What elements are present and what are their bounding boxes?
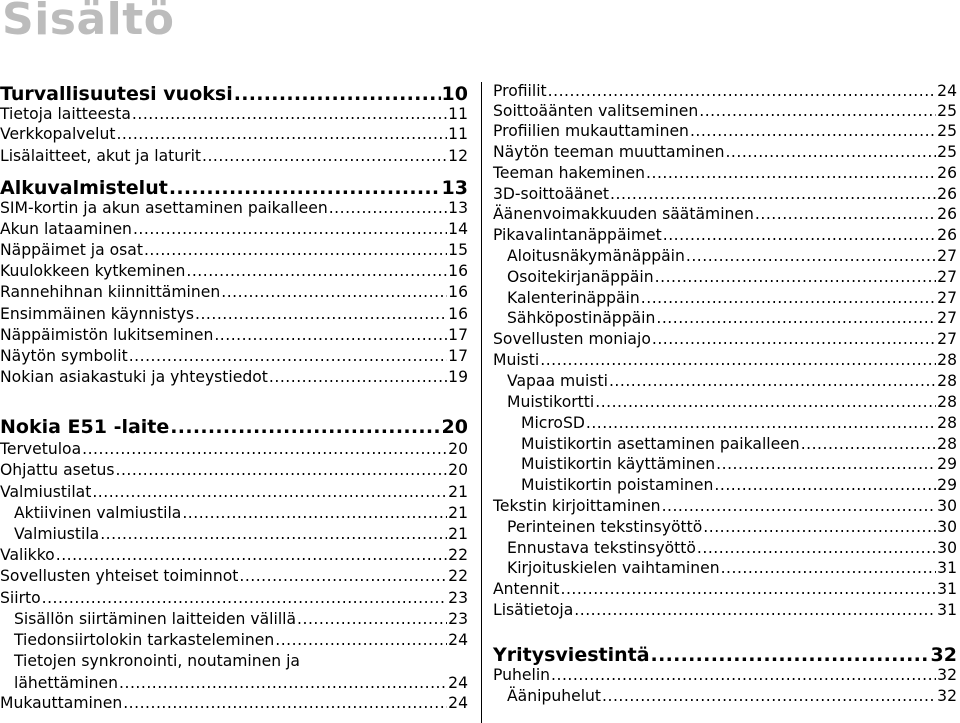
dot-leader (221, 282, 447, 302)
page-title: Sisältö (2, 0, 175, 45)
toc-entry[interactable] (493, 496, 957, 516)
dot-leader (686, 246, 936, 266)
dot-leader (697, 538, 936, 558)
toc-entry-title: Aktiivinen valmiustila (14, 504, 182, 522)
toc-entry[interactable] (14, 609, 468, 629)
toc-entry[interactable] (0, 198, 468, 218)
dot-leader (602, 686, 936, 706)
dot-leader (195, 304, 447, 324)
dot-leader (721, 558, 937, 578)
toc-entry[interactable] (493, 204, 957, 224)
toc-page-number: 22 (448, 546, 468, 564)
toc-page-number: 12 (448, 147, 468, 165)
toc-page-number: 28 (937, 414, 957, 432)
dot-leader (655, 267, 937, 287)
toc-entry-title: Valikko (0, 546, 55, 564)
toc-entry-title: Näppäimistön lukitseminen (0, 326, 214, 344)
toc-page-number: 17 (448, 347, 468, 365)
toc-entry-title: Nokia E51 -laite (0, 416, 170, 438)
toc-entry[interactable] (14, 503, 468, 523)
column-divider (481, 82, 482, 723)
toc-entry[interactable] (14, 630, 468, 650)
toc-entry-title: Muistikortin asettaminen paikalleen (521, 435, 800, 453)
toc-page-number: 31 (937, 559, 957, 577)
toc-entry[interactable] (493, 101, 957, 121)
dot-leader (560, 579, 936, 599)
dot-leader (119, 673, 447, 693)
toc-entry[interactable] (493, 184, 957, 204)
dot-leader (651, 643, 930, 667)
dot-leader (703, 517, 936, 537)
toc-section-heading[interactable] (0, 82, 468, 106)
toc-entry-title: Näytön teeman muuttaminen (493, 143, 725, 161)
toc-page-number: 31 (937, 580, 957, 598)
dot-leader (586, 413, 936, 433)
toc-section-heading[interactable] (0, 415, 468, 439)
toc-entry-title: Teeman hakeminen (493, 164, 646, 182)
toc-entry[interactable] (0, 124, 468, 144)
toc-entry[interactable] (493, 600, 957, 620)
dot-leader (725, 142, 936, 162)
toc-entry-title: Kalenterinäppäin (507, 289, 640, 307)
toc-entry[interactable] (0, 346, 468, 366)
toc-entry[interactable] (0, 566, 468, 586)
dot-leader (186, 261, 447, 281)
dot-leader (269, 367, 447, 387)
toc-entry-title: Lisätietoja (493, 601, 574, 619)
toc-entry[interactable] (0, 460, 468, 480)
toc-entry[interactable] (493, 163, 957, 183)
toc-entry[interactable] (493, 121, 957, 141)
dot-leader (123, 693, 447, 713)
toc-entry-title: Perinteinen tekstinsyöttö (507, 518, 703, 536)
toc-page-number: 25 (937, 122, 957, 140)
toc-entry-title: Sähköpostinäppäin (507, 309, 656, 327)
dot-leader (169, 176, 441, 200)
toc-page-number: 21 (448, 525, 468, 543)
dot-leader (595, 392, 936, 412)
dot-leader (714, 475, 936, 495)
toc-entry-title: Näppäimet ja osat (0, 241, 143, 259)
toc-entry-title: Ensimmäinen käynnistys (0, 305, 195, 323)
dot-leader (540, 350, 936, 370)
toc-entry-title: Rannehihnan kiinnittäminen (0, 283, 221, 301)
dot-leader (609, 371, 936, 391)
toc-entry-title: Vapaa muisti (507, 372, 608, 390)
toc-entry-title: Kirjoituskielen vaihtaminen (507, 559, 720, 577)
toc-page-number: 32 (930, 644, 957, 666)
toc-entry[interactable] (507, 686, 957, 706)
toc-entry[interactable] (493, 665, 957, 685)
toc-page-number: 20 (448, 461, 468, 479)
toc-page-number: 16 (448, 305, 468, 323)
toc-section-heading[interactable] (0, 176, 468, 200)
toc-entry-title: Alkuvalmistelut (0, 177, 168, 199)
toc-entry-title: Osoitekirjanäppäin (507, 268, 654, 286)
toc-entry-title: Pikavalintanäppäimet (493, 226, 662, 244)
toc-entry-title: Lisälaitteet, akut ja laturit (0, 147, 202, 165)
dot-leader (690, 121, 936, 141)
dot-leader (116, 124, 447, 144)
toc-page-number: 22 (448, 567, 468, 585)
dot-leader (42, 588, 448, 608)
toc-page-number: 16 (448, 262, 468, 280)
dot-leader (239, 566, 447, 586)
toc-entry[interactable] (493, 350, 957, 370)
toc-page-number: 27 (937, 309, 957, 327)
toc-page-number: 29 (937, 455, 957, 473)
toc-page-number: 19 (448, 368, 468, 386)
toc-entry-title: Akun lataaminen (0, 220, 132, 238)
toc-entry[interactable] (493, 329, 957, 349)
toc-page-number: 26 (937, 164, 957, 182)
toc-entry-title: lähettäminen (14, 674, 119, 692)
toc-entry[interactable] (507, 308, 957, 328)
toc-page-number: 26 (937, 205, 957, 223)
dot-leader (297, 609, 447, 629)
toc-page-number: 31 (937, 601, 957, 619)
dot-leader (170, 415, 440, 439)
dot-leader (801, 434, 936, 454)
toc-section-heading[interactable] (493, 643, 957, 667)
toc-entry[interactable] (493, 225, 957, 245)
toc-entry-title: Äänenvoimakkuuden säätäminen (493, 205, 754, 223)
toc-entry[interactable] (521, 434, 957, 454)
toc-entry[interactable] (0, 261, 468, 281)
toc-entry-title: Sovellusten moniajo (493, 330, 651, 348)
toc-entry[interactable] (507, 392, 957, 412)
toc-entry-title: Tekstin kirjoittaminen (493, 497, 661, 515)
toc-page-number: 11 (448, 105, 468, 123)
toc-page-number: 21 (448, 483, 468, 501)
dot-leader (275, 630, 447, 650)
toc-page-number: 13 (441, 177, 468, 199)
dot-leader (129, 346, 447, 366)
toc-entry[interactable] (0, 588, 468, 608)
toc-entry[interactable] (493, 142, 957, 162)
toc-entry[interactable] (507, 538, 957, 558)
toc-entry-title: Tietoja laitteesta (0, 105, 131, 123)
dot-leader (699, 101, 936, 121)
toc-page-number: 20 (448, 440, 468, 458)
toc-entry-title: Muistikortin käyttäminen (521, 455, 716, 473)
toc-entry-title: Valmiustila (14, 525, 100, 543)
toc-page-number: 30 (937, 539, 957, 557)
toc-entry-title: Tiedonsiirtolokin tarkasteleminen (14, 631, 275, 649)
dot-leader (100, 524, 447, 544)
toc-entry[interactable] (507, 371, 957, 391)
toc-entry-title: Verkkopalvelut (0, 125, 116, 143)
toc-page-number: 10 (441, 83, 468, 105)
toc-page-number: 17 (448, 326, 468, 344)
toc-page-number: 20 (441, 416, 468, 438)
toc-entry[interactable] (0, 693, 468, 713)
dot-leader (116, 460, 448, 480)
dot-leader (182, 503, 447, 523)
toc-entry[interactable] (507, 246, 957, 266)
toc-entry-title: Äänipuhelut (507, 687, 602, 705)
toc-entry-title: Tervetuloa (0, 440, 82, 458)
toc-page-number: 26 (937, 226, 957, 244)
toc-entry[interactable] (0, 104, 468, 124)
dot-leader (202, 146, 447, 166)
toc-page-number: 24 (937, 82, 957, 100)
toc-entry-title: Ennustava tekstinsyöttö (507, 539, 696, 557)
dot-leader (610, 184, 936, 204)
toc-entry-title: Muistikortti (507, 393, 595, 411)
toc-page-number: 27 (937, 289, 957, 307)
toc-entry-title: Muisti (493, 351, 540, 369)
toc-entry[interactable] (0, 439, 468, 459)
toc-entry-title: Valmiustilat (0, 483, 92, 501)
toc-page-number: 24 (448, 631, 468, 649)
toc-entry-title: Aloitusnäkymänäppäin (507, 247, 685, 265)
toc-entry[interactable] (507, 517, 957, 537)
toc-page-number: 23 (448, 589, 468, 607)
toc-entry[interactable] (0, 367, 468, 387)
dot-leader (574, 600, 936, 620)
toc-entry-title: Kuulokkeen kytkeminen (0, 262, 186, 280)
toc-page-number: 24 (448, 694, 468, 712)
toc-page-number: 26 (937, 185, 957, 203)
toc-entry-title: Sovellusten yhteiset toiminnot (0, 567, 239, 585)
toc-page-number: 28 (937, 351, 957, 369)
toc-entry[interactable] (507, 288, 957, 308)
toc-entry-title: Soittoäänten valitseminen (493, 102, 699, 120)
toc-entry[interactable] (493, 579, 957, 599)
dot-leader (132, 104, 447, 124)
dot-leader (234, 82, 441, 106)
toc-entry[interactable] (0, 325, 468, 345)
toc-entry-title: SIM-kortin ja akun asettaminen paikalleen (0, 199, 328, 217)
toc-entry-title: Tietojen synkronointi, noutaminen ja (14, 652, 300, 670)
dot-leader (329, 198, 447, 218)
toc-entry[interactable] (0, 282, 468, 302)
toc-page-number: 11 (448, 125, 468, 143)
toc-page-number: 27 (937, 330, 957, 348)
dot-leader (56, 545, 447, 565)
toc-page-number: 21 (448, 504, 468, 522)
dot-leader (548, 81, 936, 101)
dot-leader (716, 454, 936, 474)
dot-leader (82, 439, 447, 459)
toc-page-number: 28 (937, 393, 957, 411)
toc-entry-title: Profiilien mukauttaminen (493, 122, 689, 140)
dot-leader (144, 240, 447, 260)
toc-entry-title: 3D-soittoäänet (493, 185, 610, 203)
toc-page-number: 30 (937, 497, 957, 515)
toc-page-number: 14 (448, 220, 468, 238)
toc-entry[interactable] (0, 304, 468, 324)
toc-page-number: 28 (937, 372, 957, 390)
toc-page-number: 13 (448, 199, 468, 217)
toc-entry-title: Mukauttaminen (0, 694, 123, 712)
dot-leader (656, 308, 936, 328)
toc-entry[interactable] (0, 240, 468, 260)
dot-leader (663, 225, 936, 245)
toc-entry-title: MicroSD (521, 414, 585, 432)
dot-leader (652, 329, 936, 349)
toc-entry[interactable] (493, 81, 957, 101)
toc-entry[interactable] (14, 524, 468, 544)
dot-leader (133, 219, 447, 239)
toc-entry[interactable] (0, 146, 468, 166)
toc-page-number: 25 (937, 102, 957, 120)
toc-entry[interactable] (14, 673, 468, 693)
toc-entry-title: Yritysviestintä (493, 644, 650, 666)
toc-entry[interactable] (521, 475, 957, 495)
toc-entry-title: Ohjattu asetus (0, 461, 115, 479)
dot-leader (214, 325, 447, 345)
toc-entry-title: Muistikortin poistaminen (521, 476, 714, 494)
toc-entry-title: Näytön symbolit (0, 347, 128, 365)
toc-entry[interactable] (0, 219, 468, 239)
toc-entry[interactable] (0, 482, 468, 502)
toc-entry-title: Nokian asiakastuki ja yhteystiedot (0, 368, 268, 386)
toc-entry-title: Antennit (493, 580, 560, 598)
dot-leader (662, 496, 937, 516)
toc-entry-title: Puhelin (493, 666, 551, 684)
toc-entry-title: Turvallisuutesi vuoksi (0, 83, 233, 105)
toc-entry-title: Sisällön siirtäminen laitteiden välillä (14, 610, 297, 628)
toc-page-number: 27 (937, 247, 957, 265)
toc-page-number: 27 (937, 268, 957, 286)
toc-entry-title: Profiilit (493, 82, 547, 100)
dot-leader (551, 665, 936, 685)
dot-leader (641, 288, 936, 308)
toc-page-number: 25 (937, 143, 957, 161)
toc-page-number: 30 (937, 518, 957, 536)
toc-page-number: 16 (448, 283, 468, 301)
toc-page-number: 24 (448, 674, 468, 692)
dot-leader (755, 204, 936, 224)
toc-page-number: 28 (937, 435, 957, 453)
toc-page-number: 29 (937, 476, 957, 494)
toc-page-number: 32 (937, 666, 957, 684)
toc-entry[interactable] (507, 558, 957, 578)
toc-entry[interactable] (0, 545, 468, 565)
toc-entry-title: Siirto (0, 589, 41, 607)
toc-page-number: 15 (448, 241, 468, 259)
toc-page-number: 23 (448, 610, 468, 628)
toc-entry[interactable] (521, 454, 957, 474)
dot-leader (92, 482, 447, 502)
toc-entry[interactable] (521, 413, 957, 433)
toc-page-number: 32 (937, 687, 957, 705)
dot-leader (646, 163, 936, 183)
toc-entry[interactable] (507, 267, 957, 287)
